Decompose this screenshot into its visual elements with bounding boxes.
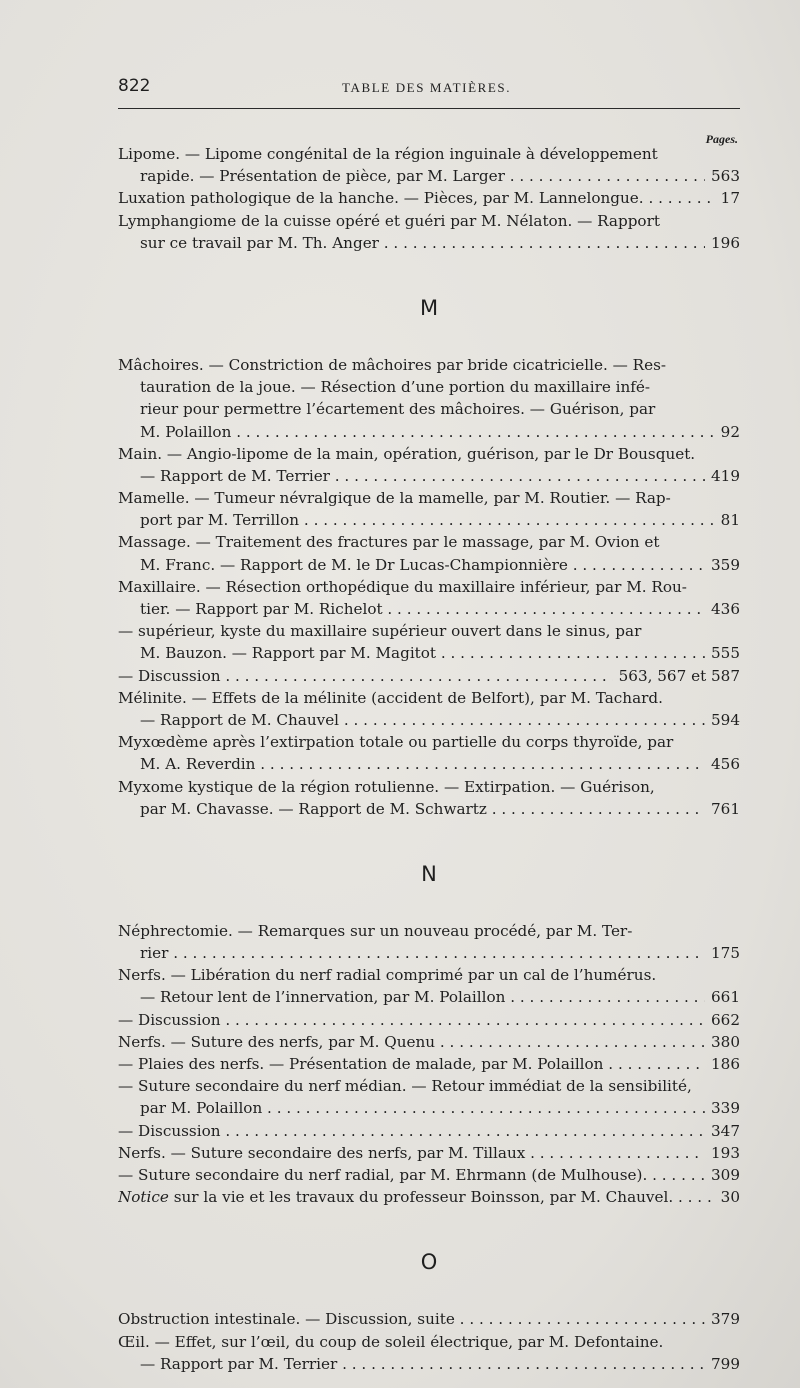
toc-entry bbox=[118, 620, 740, 664]
entry-line bbox=[118, 598, 740, 620]
page-number: 822 bbox=[118, 76, 151, 96]
toc-entry bbox=[118, 143, 740, 187]
toc-entry bbox=[118, 210, 740, 254]
page-ref: 661 bbox=[711, 988, 740, 1007]
page-ref: 379 bbox=[711, 1310, 740, 1329]
entry-line bbox=[118, 143, 740, 165]
entry-text: Mamelle. — Tumeur névralgique de la mamelle, par M. Routier. — Rap- bbox=[118, 489, 671, 508]
entry-line bbox=[118, 620, 740, 642]
entry-line bbox=[118, 232, 740, 254]
entry-line bbox=[118, 210, 740, 232]
section-gap bbox=[118, 1282, 740, 1308]
page-ref: 380 bbox=[711, 1032, 740, 1051]
entry-text: M. Bauzon. — Rapport par M. Magitot . . . bbox=[140, 642, 705, 664]
toc-entry bbox=[118, 1031, 740, 1053]
entry-text: — Rapport par M. Terrier . . . bbox=[140, 1353, 705, 1375]
section-gap bbox=[118, 894, 740, 920]
page-ref: 175 bbox=[711, 944, 740, 963]
entry-line bbox=[118, 354, 740, 376]
page-ref: 92 bbox=[720, 422, 740, 441]
toc-entry bbox=[118, 1075, 740, 1119]
section-letter: O bbox=[420, 1250, 438, 1275]
entry-text: rier . . . bbox=[140, 942, 705, 964]
page-ref: 309 bbox=[711, 1165, 740, 1184]
page-ref: 456 bbox=[711, 755, 740, 774]
header-rule bbox=[118, 108, 740, 109]
entry-text: — Suture secondaire du nerf médian. — Retour immédiat de la sensibilité, bbox=[118, 1077, 692, 1096]
page-ref: 761 bbox=[711, 799, 740, 818]
page-ref: 17 bbox=[720, 189, 740, 208]
page-ref: 594 bbox=[711, 710, 740, 729]
entry-line bbox=[118, 942, 740, 964]
section-gap bbox=[118, 820, 740, 854]
toc-entry bbox=[118, 1009, 740, 1031]
entry-text: tauration de la joue. — Résection d’une portion du maxillaire infé- bbox=[140, 378, 651, 397]
entry-text: sur ce travail par M. Th. Anger . . . bbox=[140, 232, 705, 254]
entry-line bbox=[118, 487, 740, 509]
entry-text: M. Franc. — Rapport de M. le Dr Lucas-Championnière . . . bbox=[140, 554, 705, 576]
entry-line bbox=[118, 753, 740, 775]
toc-entry bbox=[118, 1164, 740, 1186]
entry-line bbox=[118, 776, 740, 798]
entry-line bbox=[118, 1009, 740, 1031]
entry-line bbox=[118, 642, 740, 664]
entry-text: — Discussion . . . bbox=[118, 1120, 705, 1142]
toc-entry bbox=[118, 443, 740, 487]
page-ref: 563 bbox=[711, 167, 740, 186]
page-ref: 662 bbox=[711, 1010, 740, 1029]
entry-text: Mâchoires. — Constriction de mâchoires par bride cicatricielle. — Res- bbox=[118, 355, 666, 374]
page-ref: 193 bbox=[711, 1143, 740, 1162]
toc-entry bbox=[118, 665, 740, 687]
section-letter: N bbox=[421, 861, 437, 886]
entry-line bbox=[118, 709, 740, 731]
entry-text: Nerfs. — Libération du nerf radial comprimé par un cal de l’humérus. bbox=[118, 966, 657, 985]
entry-text: Nerfs. — Suture secondaire des nerfs, par M. Tillaux . . . bbox=[118, 1142, 705, 1164]
entry-line bbox=[118, 531, 740, 553]
entry-text: M. A. Reverdin . . . bbox=[140, 753, 705, 775]
entry-text: — Discussion . . . bbox=[118, 1009, 705, 1031]
entry-text: Néphrectomie. — Remarques sur un nouveau procédé, par M. Ter- bbox=[118, 921, 633, 940]
toc-entry bbox=[118, 776, 740, 820]
entry-line bbox=[118, 920, 740, 942]
table-of-contents bbox=[118, 143, 740, 1375]
entry-line bbox=[118, 1353, 740, 1375]
entry-line bbox=[118, 376, 740, 398]
running-title: TABLE DES MATIÈRES. bbox=[342, 80, 512, 95]
entry-text: Myxœdème après l’extirpation totale ou partielle du corps thyroïde, par bbox=[118, 733, 674, 752]
toc-entry bbox=[118, 1308, 740, 1330]
section-gap bbox=[118, 1208, 740, 1242]
entry-line bbox=[118, 1075, 740, 1097]
section-gap bbox=[118, 254, 740, 288]
entry-line bbox=[118, 1308, 740, 1330]
entry-line bbox=[118, 1186, 740, 1208]
entry-line bbox=[118, 986, 740, 1008]
page-ref: 30 bbox=[720, 1188, 740, 1207]
page-ref: 196 bbox=[711, 233, 740, 252]
entry-line bbox=[118, 509, 740, 531]
entry-text: — Discussion . . . bbox=[118, 665, 613, 687]
entry-text: tier. — Rapport par M. Richelot . . . bbox=[140, 598, 705, 620]
running-header bbox=[118, 74, 740, 100]
pages-column-label: Pages. bbox=[705, 132, 738, 146]
entry-line bbox=[118, 1331, 740, 1353]
entry-line bbox=[118, 798, 740, 820]
entry-text: — Rapport de M. Chauvel . . . bbox=[140, 709, 705, 731]
page-ref: 419 bbox=[711, 466, 740, 485]
toc-entry bbox=[118, 576, 740, 620]
entry-text: rapide. — Présentation de pièce, par M. Larger . . . bbox=[140, 165, 705, 187]
entry-line bbox=[118, 665, 740, 687]
entry-line bbox=[118, 1164, 740, 1186]
entry-line bbox=[118, 1142, 740, 1164]
entry-text: — Rapport de M. Terrier . . . bbox=[140, 465, 705, 487]
toc-entry bbox=[118, 354, 740, 443]
toc-entry bbox=[118, 687, 740, 731]
entry-line bbox=[118, 165, 740, 187]
toc-entry bbox=[118, 731, 740, 775]
toc-entry bbox=[118, 1331, 740, 1375]
entry-line bbox=[118, 1120, 740, 1142]
entry-text: M. Polaillon . . . bbox=[140, 421, 715, 443]
page-ref: 555 bbox=[711, 644, 740, 663]
page-ref: 563, 567 et 587 bbox=[618, 666, 740, 685]
entry-text: Lymphangiome de la cuisse opéré et guéri par M. Nélaton. — Rapport bbox=[118, 211, 660, 230]
toc-entry bbox=[118, 920, 740, 964]
entry-text: — supérieur, kyste du maxillaire supérieur ouvert dans le sinus, par bbox=[118, 622, 642, 641]
entry-text: Lipome. — Lipome congénital de la région inguinale à développement bbox=[118, 145, 658, 163]
entry-line bbox=[118, 964, 740, 986]
entry-line bbox=[118, 687, 740, 709]
section-letter: M bbox=[419, 295, 439, 320]
entry-line bbox=[118, 1031, 740, 1053]
entry-text: — Plaies des nerfs. — Présentation de malade, par M. Polaillon . . . bbox=[118, 1053, 705, 1075]
toc-entry bbox=[118, 1053, 740, 1075]
page-ref: 81 bbox=[720, 511, 740, 530]
page-ref: 347 bbox=[711, 1121, 740, 1140]
entry-line bbox=[118, 576, 740, 598]
entry-line bbox=[118, 554, 740, 576]
toc-entry bbox=[118, 1186, 740, 1208]
entry-text: Luxation pathologique de la hanche. — Pièces, par M. Lannelongue. . . . bbox=[118, 187, 715, 209]
entry-text: par M. Polaillon . . . bbox=[140, 1097, 705, 1119]
toc-entry bbox=[118, 1142, 740, 1164]
page-ref: 799 bbox=[711, 1354, 740, 1373]
entry-text: Œil. — Effet, sur l’œil, du coup de soleil électrique, par M. Defontaine. bbox=[118, 1332, 664, 1351]
entry-text: rieur pour permettre l’écartement des mâchoires. — Guérison, par bbox=[140, 400, 656, 419]
page-ref: 186 bbox=[711, 1055, 740, 1073]
entry-text: — Suture secondaire du nerf radial, par M. Ehrmann (de Mulhouse). . . . bbox=[118, 1164, 705, 1186]
entry-text: Obstruction intestinale. — Discussion, suite . . . bbox=[118, 1308, 705, 1330]
entry-text: Nerfs. — Suture des nerfs, par M. Quenu . . . bbox=[118, 1031, 705, 1053]
toc-entry bbox=[118, 964, 740, 1008]
entry-line bbox=[118, 465, 740, 487]
entry-text: Notice sur la vie et les travaux du professeur Boinsson, par M. Chauvel. . . . bbox=[118, 1186, 715, 1208]
entry-line bbox=[118, 187, 740, 209]
entry-line bbox=[118, 443, 740, 465]
entry-line bbox=[118, 1053, 740, 1075]
entry-text: — Retour lent de l’innervation, par M. Polaillon . . . bbox=[140, 986, 705, 1008]
entry-line bbox=[118, 421, 740, 443]
entry-line bbox=[118, 398, 740, 420]
entry-text: Mélinite. — Effets de la mélinite (accident de Belfort), par M. Tachard. bbox=[118, 688, 663, 707]
toc-entry bbox=[118, 1120, 740, 1142]
toc-entry bbox=[118, 531, 740, 575]
entry-text: par M. Chavasse. — Rapport de M. Schwartz . . . bbox=[140, 798, 705, 820]
page-ref: 436 bbox=[711, 600, 740, 618]
entry-line bbox=[118, 731, 740, 753]
entry-text: Massage. — Traitement des fractures par le massage, par M. Ovion et bbox=[118, 533, 660, 552]
toc-entry bbox=[118, 487, 740, 531]
section-gap bbox=[118, 328, 740, 354]
entry-line bbox=[118, 1097, 740, 1119]
entry-text: Main. — Angio-lipome de la main, opération, guérison, par le Dr Bousquet. bbox=[118, 444, 696, 463]
toc-entry bbox=[118, 187, 740, 209]
entry-text: port par M. Terrillon . . . bbox=[140, 509, 715, 531]
entry-text: Myxome kystique de la région rotulienne. — Extirpation. — Guérison, bbox=[118, 777, 655, 796]
page-ref: 359 bbox=[711, 555, 740, 574]
entry-text: Maxillaire. — Résection orthopédique du maxillaire inférieur, par M. Rou- bbox=[118, 577, 687, 596]
page-ref: 339 bbox=[711, 1099, 740, 1118]
